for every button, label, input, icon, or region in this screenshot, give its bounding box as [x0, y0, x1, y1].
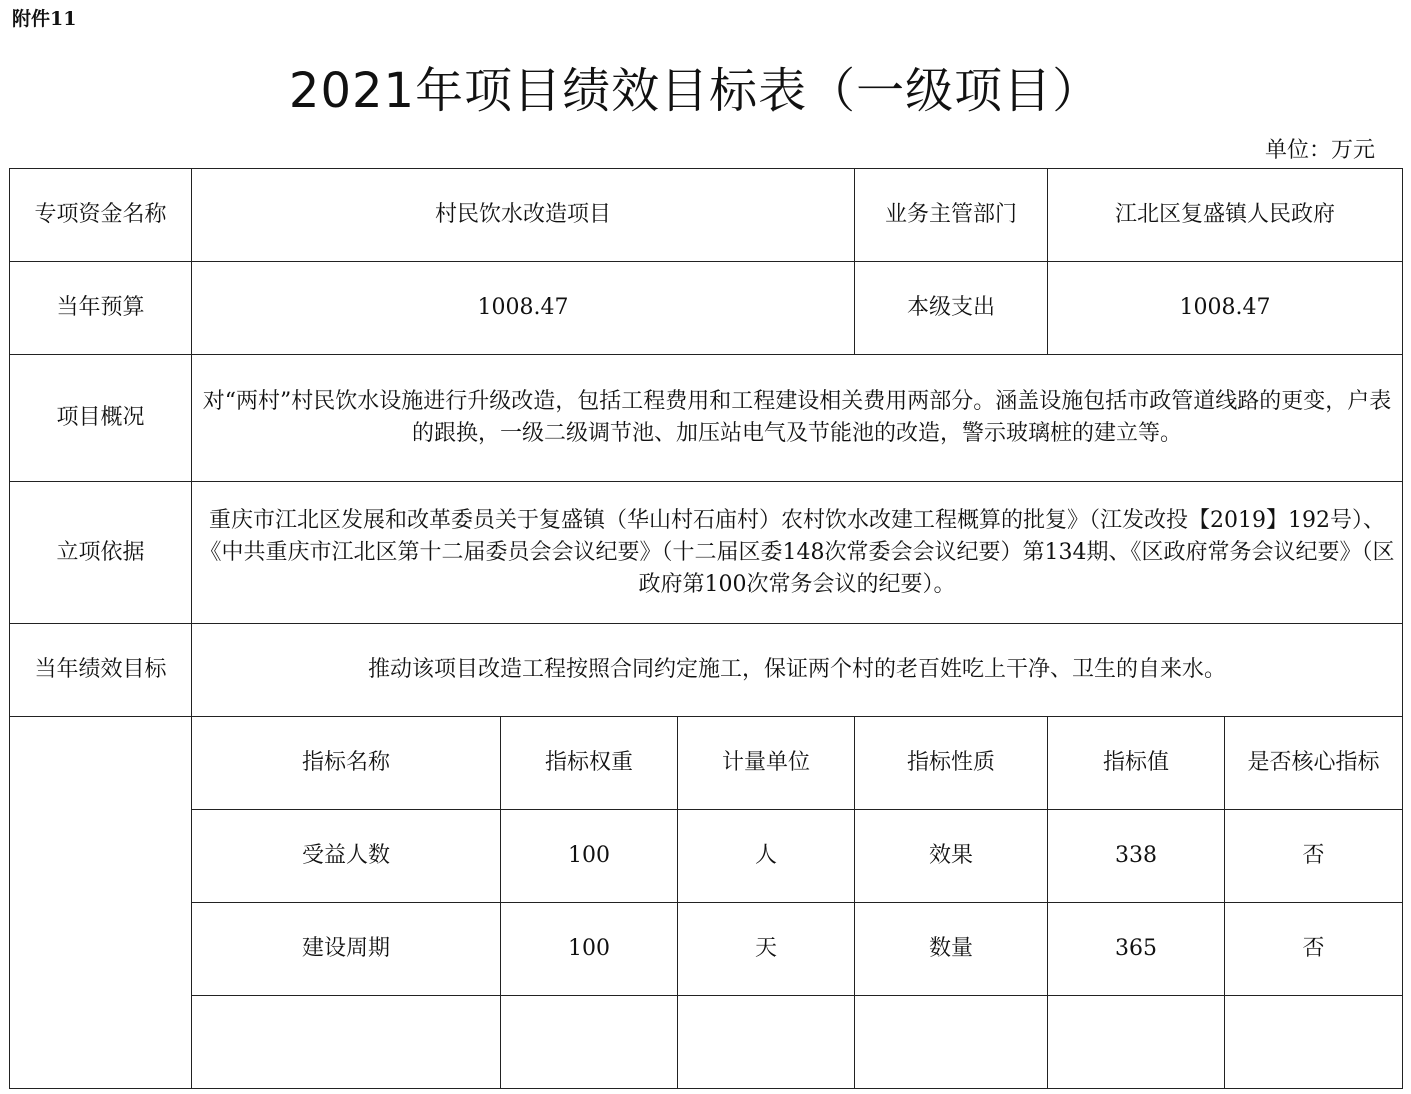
indicator-core: 否 [1225, 903, 1403, 996]
empty-cell [855, 996, 1048, 1089]
indicator-name: 建设周期 [192, 903, 501, 996]
indicator-nature: 效果 [855, 810, 1048, 903]
overview-label: 项目概况 [10, 355, 192, 482]
empty-cell [678, 996, 855, 1089]
basis-row [10, 482, 1403, 624]
page-title: 2021年项目绩效目标表（一级项目） [288, 63, 1102, 119]
header-indicator-value: 指标值 [1048, 717, 1225, 810]
budget-label: 当年预算 [10, 262, 192, 355]
empty-cell [1225, 996, 1403, 1089]
indicator-header-row [10, 717, 1403, 810]
overview-text: 对“两村”村民饮水设施进行升级改造，包括工程费用和工程建设相关费用两部分。涵盖设施包括市政管道线路的更变，户表的跟换，一级二级调节池、加压站电气及节能池的改造，警示玻璃桩的建立等。 [192, 355, 1403, 482]
indicator-nature: 数量 [855, 903, 1048, 996]
indicator-value: 365 [1048, 903, 1225, 996]
indicator-value: 338 [1048, 810, 1225, 903]
header-indicator-weight: 指标权重 [501, 717, 678, 810]
basis-text: 重庆市江北区发展和改革委员关于复盛镇（华山村石庙村）农村饮水改建工程概算的批复》（江发改投【2019】192号）、《中共重庆市江北区第十二届委员会会议纪要》（十二届区委148次常委会会议纪要）第134期、《区政府常务会议纪要》（区政府第100次常务会议的纪要）。 [192, 482, 1403, 624]
goal-text: 推动该项目改造工程按照合同约定施工，保证两个村的老百姓吃上干净、卫生的自来水。 [192, 624, 1403, 717]
fund-row [10, 169, 1403, 262]
indicator-name: 受益人数 [192, 810, 501, 903]
indicator-weight: 100 [501, 810, 678, 903]
expense-value: 1008.47 [1048, 262, 1403, 355]
indicator-weight: 100 [501, 903, 678, 996]
header-indicator-name: 指标名称 [192, 717, 501, 810]
goal-row [10, 624, 1403, 717]
goal-label: 当年绩效目标 [10, 624, 192, 717]
empty-cell [501, 996, 678, 1089]
header-core-indicator: 是否核心指标 [1225, 717, 1403, 810]
header-indicator-nature: 指标性质 [855, 717, 1048, 810]
table-row [10, 810, 1403, 903]
indicator-unit: 天 [678, 903, 855, 996]
indicator-side-cell [10, 717, 192, 1089]
indicator-core: 否 [1225, 810, 1403, 903]
budget-row [10, 262, 1403, 355]
budget-value: 1008.47 [192, 262, 855, 355]
fund-name-value: 村民饮水改造项目 [192, 169, 855, 262]
table-row [10, 903, 1403, 996]
overview-row [10, 355, 1403, 482]
performance-table [9, 168, 1403, 1089]
empty-cell [192, 996, 501, 1089]
fund-name-label: 专项资金名称 [10, 169, 192, 262]
basis-label: 立项依据 [10, 482, 192, 624]
dept-value: 江北区复盛镇人民政府 [1048, 169, 1403, 262]
dept-label: 业务主管部门 [855, 169, 1048, 262]
header-measure-unit: 计量单位 [678, 717, 855, 810]
indicator-unit: 人 [678, 810, 855, 903]
expense-label: 本级支出 [855, 262, 1048, 355]
empty-row [10, 996, 1403, 1089]
attachment-label: 附件11 [12, 8, 77, 30]
unit-label: 单位：万元 [1264, 138, 1375, 163]
empty-cell [1048, 996, 1225, 1089]
